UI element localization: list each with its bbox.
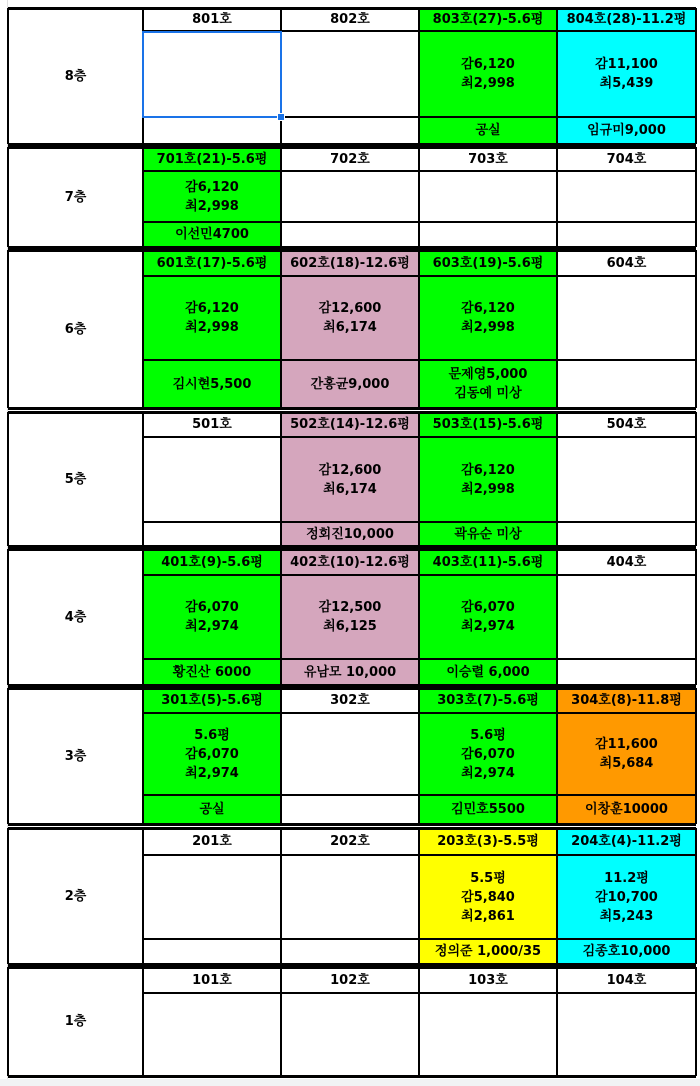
- grid-line: [280, 412, 282, 546]
- grid-line: [418, 828, 420, 964]
- unit-title-cell[interactable]: 101호: [143, 967, 281, 993]
- unit-body-cell[interactable]: [143, 276, 281, 360]
- unit-body-cell[interactable]: [143, 171, 281, 222]
- grid-line: [556, 828, 558, 964]
- cell-text-line: 이선민4700: [175, 227, 249, 242]
- grid-line: [7, 412, 9, 546]
- cell-text-line: 최2,998: [461, 320, 515, 335]
- grid-line: [556, 549, 558, 685]
- cell-text-line: 5.6평: [194, 727, 230, 743]
- cell-text-line: 감5,840: [461, 889, 515, 905]
- unit-occupant-cell[interactable]: [281, 522, 419, 546]
- unit-body-cell[interactable]: [143, 713, 281, 795]
- unit-body-cell[interactable]: [557, 437, 696, 522]
- unit-title-cell[interactable]: 303호(7)-5.6평: [419, 688, 557, 713]
- grid-line: [556, 8, 558, 144]
- unit-occupant-cell[interactable]: [281, 360, 419, 408]
- cell-text-line: 김동예 미상: [454, 386, 522, 401]
- unit-occupant-cell[interactable]: [419, 659, 557, 685]
- grid-line: [695, 549, 697, 685]
- grid-line: [8, 411, 696, 414]
- unit-title-cell[interactable]: 803호(27)-5.6평: [419, 8, 557, 31]
- grid-line: [7, 549, 9, 685]
- unit-occupant-cell[interactable]: [419, 360, 557, 408]
- cell-text-line: 감11,600: [595, 737, 658, 752]
- cell-text-line: 곽유순 미상: [454, 526, 522, 542]
- grid-line: [695, 828, 697, 964]
- cell-text-line: 정회진10,000: [306, 526, 394, 542]
- unit-title-cell[interactable]: 204호(4)-11.2평: [557, 828, 696, 855]
- unit-occupant-cell[interactable]: [557, 522, 696, 546]
- grid-line: [142, 828, 144, 964]
- grid-line: [8, 7, 696, 10]
- grid-line: [280, 549, 282, 685]
- cell-text-line: 최2,974: [185, 619, 239, 634]
- unit-title-cell[interactable]: 703호: [419, 147, 557, 171]
- cell-text-line: 최6,174: [323, 320, 377, 335]
- unit-title-cell[interactable]: 702호: [281, 147, 419, 171]
- unit-body-cell[interactable]: [419, 171, 557, 222]
- grid-line: [280, 828, 282, 964]
- floor-label[interactable]: 8층: [64, 68, 87, 84]
- grid-line: [556, 147, 558, 247]
- floor-label[interactable]: 4층: [64, 609, 87, 625]
- floor-label[interactable]: 6층: [64, 321, 87, 337]
- unit-body-cell[interactable]: [419, 437, 557, 522]
- cell-text-line: 정의준 1,000/35: [434, 944, 542, 959]
- cell-text-line: 공실: [199, 802, 225, 817]
- grid-line: [418, 549, 420, 685]
- unit-body-cell[interactable]: [143, 855, 281, 939]
- cell-text-line: 감12,600: [318, 301, 382, 316]
- unit-title-cell[interactable]: 504호: [557, 412, 696, 437]
- unit-occupant-cell[interactable]: [419, 795, 557, 824]
- unit-title-cell[interactable]: 403호(11)-5.6평: [419, 549, 557, 575]
- unit-occupant-cell[interactable]: [281, 659, 419, 685]
- cell-text-line: 최2,998: [185, 198, 239, 214]
- grid-line: [418, 688, 420, 824]
- unit-occupant-cell[interactable]: [419, 117, 557, 144]
- unit-body-cell[interactable]: [557, 855, 696, 939]
- unit-body-cell[interactable]: [143, 437, 281, 522]
- unit-occupant-cell[interactable]: [419, 222, 557, 247]
- unit-title-cell[interactable]: 402호(10)-12.6평: [281, 549, 419, 575]
- cell-text-line: 최6,174: [323, 481, 377, 497]
- grid-line: [8, 966, 696, 969]
- unit-occupant-cell[interactable]: [557, 659, 696, 685]
- cell-text-line: 최5,243: [599, 908, 654, 924]
- grid-line: [8, 407, 696, 410]
- cell-text-line: 감6,070: [185, 746, 239, 762]
- floor-label[interactable]: 7층: [64, 189, 87, 205]
- grid-line: [695, 688, 697, 824]
- unit-title-cell[interactable]: 203호(3)-5.5평: [419, 828, 557, 855]
- unit-occupant-cell[interactable]: [557, 795, 696, 824]
- unit-occupant-cell[interactable]: [143, 939, 281, 964]
- cell-text-line: 최2,974: [185, 765, 239, 781]
- cell-text-line: 이창훈10000: [585, 802, 668, 817]
- cell-text-line: 최5,439: [599, 76, 654, 91]
- grid-line: [556, 412, 558, 546]
- grid-line: [142, 412, 144, 546]
- cell-text-line: 최2,998: [185, 320, 239, 335]
- cell-text-line: 황진산 6000: [172, 664, 252, 680]
- cell-text-line: 최2,861: [461, 908, 515, 924]
- unit-title-cell[interactable]: 801호: [143, 8, 281, 31]
- cell-text-line: 5.5평: [470, 870, 506, 886]
- cell-text-line: 최2,998: [461, 481, 515, 497]
- cell-text-line: 5.6평: [470, 727, 506, 743]
- grid-line: [8, 823, 696, 826]
- cell-text-line: 감6,120: [461, 57, 515, 72]
- grid-line: [8, 1075, 696, 1078]
- floor-label[interactable]: 2층: [64, 888, 87, 904]
- unit-occupant-cell[interactable]: [557, 360, 696, 408]
- grid-line: [418, 8, 420, 144]
- cell-text-line: 감6,070: [461, 600, 515, 615]
- unit-occupant-cell[interactable]: [557, 939, 696, 964]
- unit-occupant-cell[interactable]: [281, 795, 419, 824]
- unit-body-cell[interactable]: [419, 575, 557, 659]
- unit-body-cell[interactable]: [281, 171, 419, 222]
- cell-text-line: 감12,500: [318, 600, 382, 615]
- grid-line: [695, 250, 697, 408]
- unit-occupant-cell[interactable]: [557, 222, 696, 247]
- grid-line: [7, 250, 9, 408]
- cell-text-line: 최2,974: [461, 619, 515, 634]
- cell-text-line: 감6,120: [185, 301, 239, 316]
- grid-line: [7, 688, 9, 824]
- unit-body-cell[interactable]: [281, 437, 419, 522]
- cell-text-line: 감6,070: [461, 746, 515, 762]
- unit-body-cell[interactable]: [557, 575, 696, 659]
- grid-line: [142, 147, 144, 247]
- cell-text-line: 11.2평: [604, 870, 649, 886]
- unit-occupant-cell[interactable]: [143, 993, 281, 1076]
- unit-body-cell[interactable]: [557, 276, 696, 360]
- sheet-horizontal-scrollbar[interactable]: [0, 1079, 700, 1086]
- grid-line: [8, 548, 696, 551]
- grid-line: [280, 688, 282, 824]
- unit-occupant-cell[interactable]: [281, 117, 419, 144]
- grid-line: [142, 250, 144, 408]
- unit-title-cell[interactable]: 302호: [281, 688, 419, 713]
- grid-line: [695, 147, 697, 247]
- unit-title-cell[interactable]: 802호: [281, 8, 419, 31]
- cell-text-line: 감6,120: [185, 179, 239, 195]
- unit-body-cell[interactable]: [419, 276, 557, 360]
- unit-occupant-cell[interactable]: [143, 360, 281, 408]
- grid-line: [7, 967, 9, 1076]
- cell-text-line: 감10,700: [595, 889, 658, 905]
- grid-line: [8, 827, 696, 830]
- cell-text-line: 감6,120: [461, 462, 515, 478]
- grid-line: [280, 967, 282, 1076]
- grid-line: [7, 147, 9, 247]
- unit-occupant-cell[interactable]: [281, 993, 419, 1076]
- unit-title-cell[interactable]: 601호(17)-5.6평: [143, 250, 281, 276]
- grid-line: [695, 412, 697, 546]
- unit-occupant-cell[interactable]: [557, 117, 696, 144]
- unit-title-cell[interactable]: 102호: [281, 967, 419, 993]
- unit-title-cell[interactable]: 202호: [281, 828, 419, 855]
- cell-text-line: 최5,684: [599, 756, 654, 771]
- unit-title-cell[interactable]: 501호: [143, 412, 281, 437]
- cell-text-line: 문제영5,000: [448, 367, 528, 382]
- unit-title-cell[interactable]: 401호(9)-5.6평: [143, 549, 281, 575]
- unit-title-cell[interactable]: 704호: [557, 147, 696, 171]
- grid-line: [142, 549, 144, 685]
- floor-label[interactable]: 3층: [64, 748, 87, 764]
- grid-line: [142, 967, 144, 1076]
- cell-text-line: 감6,120: [461, 301, 515, 316]
- unit-title-cell[interactable]: 602호(18)-12.6평: [281, 250, 419, 276]
- grid-line: [556, 250, 558, 408]
- unit-occupant-cell[interactable]: [143, 522, 281, 546]
- cell-text-line: 유남모 10,000: [303, 664, 397, 680]
- unit-body-cell[interactable]: [281, 575, 419, 659]
- grid-line: [7, 828, 9, 964]
- cell-text-line: 감11,100: [595, 57, 658, 72]
- unit-title-cell[interactable]: 304호(8)-11.8평: [557, 688, 696, 713]
- unit-title-cell[interactable]: 301호(5)-5.6평: [143, 688, 281, 713]
- grid-line: [418, 412, 420, 546]
- grid-line: [280, 250, 282, 408]
- unit-occupant-cell[interactable]: [419, 522, 557, 546]
- cell-text-line: 임규미9,000: [587, 123, 666, 138]
- unit-title-cell[interactable]: 701호(21)-5.6평: [143, 147, 281, 171]
- unit-body-cell[interactable]: [419, 855, 557, 939]
- cell-text-line: 최2,998: [461, 76, 515, 91]
- unit-body-cell[interactable]: [281, 31, 419, 117]
- unit-occupant-cell[interactable]: [281, 222, 419, 247]
- unit-body-cell[interactable]: [281, 855, 419, 939]
- unit-title-cell[interactable]: 603호(19)-5.6평: [419, 250, 557, 276]
- grid-line: [418, 147, 420, 247]
- active-cell-selection[interactable]: [142, 31, 282, 118]
- cell-text-line: 이승렬 6,000: [446, 664, 530, 680]
- grid-line: [142, 688, 144, 824]
- grid-line: [8, 687, 696, 690]
- grid-line: [556, 967, 558, 1076]
- unit-occupant-cell[interactable]: [281, 939, 419, 964]
- unit-body-cell[interactable]: [419, 713, 557, 795]
- unit-body-cell[interactable]: [419, 31, 557, 117]
- grid-line: [7, 8, 9, 144]
- cell-text-line: 김시현5,500: [172, 376, 252, 392]
- grid-line: [418, 967, 420, 1076]
- grid-line: [695, 967, 697, 1076]
- unit-body-cell[interactable]: [143, 575, 281, 659]
- unit-occupant-cell[interactable]: [419, 939, 557, 964]
- unit-title-cell[interactable]: 502호(14)-12.6평: [281, 412, 419, 437]
- cell-text-line: 김민호5500: [451, 802, 525, 817]
- unit-title-cell[interactable]: 404호: [557, 549, 696, 575]
- selection-fill-handle[interactable]: [277, 113, 285, 121]
- unit-title-cell[interactable]: 503호(15)-5.6평: [419, 412, 557, 437]
- unit-occupant-cell[interactable]: [557, 993, 696, 1076]
- grid-line: [418, 250, 420, 408]
- unit-occupant-cell[interactable]: [143, 795, 281, 824]
- cell-text-line: 공실: [475, 123, 501, 138]
- cell-text-line: 최6,125: [323, 619, 377, 634]
- cell-text-line: 최2,974: [461, 765, 515, 781]
- unit-body-cell[interactable]: [557, 713, 696, 795]
- unit-body-cell[interactable]: [557, 31, 696, 117]
- grid-line: [280, 147, 282, 247]
- unit-occupant-cell[interactable]: [143, 659, 281, 685]
- floor-label[interactable]: 1층: [64, 1014, 87, 1029]
- unit-title-cell[interactable]: 201호: [143, 828, 281, 855]
- unit-title-cell[interactable]: 103호: [419, 967, 557, 993]
- grid-line: [556, 688, 558, 824]
- grid-line: [8, 249, 696, 252]
- unit-body-cell[interactable]: [281, 713, 419, 795]
- unit-occupant-cell[interactable]: [419, 993, 557, 1076]
- unit-occupant-cell[interactable]: [143, 117, 281, 144]
- unit-body-cell[interactable]: [557, 171, 696, 222]
- unit-body-cell[interactable]: [281, 276, 419, 360]
- floor-label[interactable]: 5층: [64, 471, 87, 487]
- unit-occupant-cell[interactable]: [143, 222, 281, 247]
- unit-title-cell[interactable]: 104호: [557, 967, 696, 993]
- cell-text-line: 감6,070: [185, 600, 239, 615]
- grid-line: [695, 8, 697, 144]
- grid-line: [8, 146, 696, 149]
- unit-title-cell[interactable]: 604호: [557, 250, 696, 276]
- cell-text-line: 감12,600: [318, 462, 382, 478]
- cell-text-line: 김종호10,000: [582, 944, 671, 959]
- cell-text-line: 간홍균9,000: [310, 376, 390, 392]
- unit-title-cell[interactable]: 804호(28)-11.2평: [557, 8, 696, 31]
